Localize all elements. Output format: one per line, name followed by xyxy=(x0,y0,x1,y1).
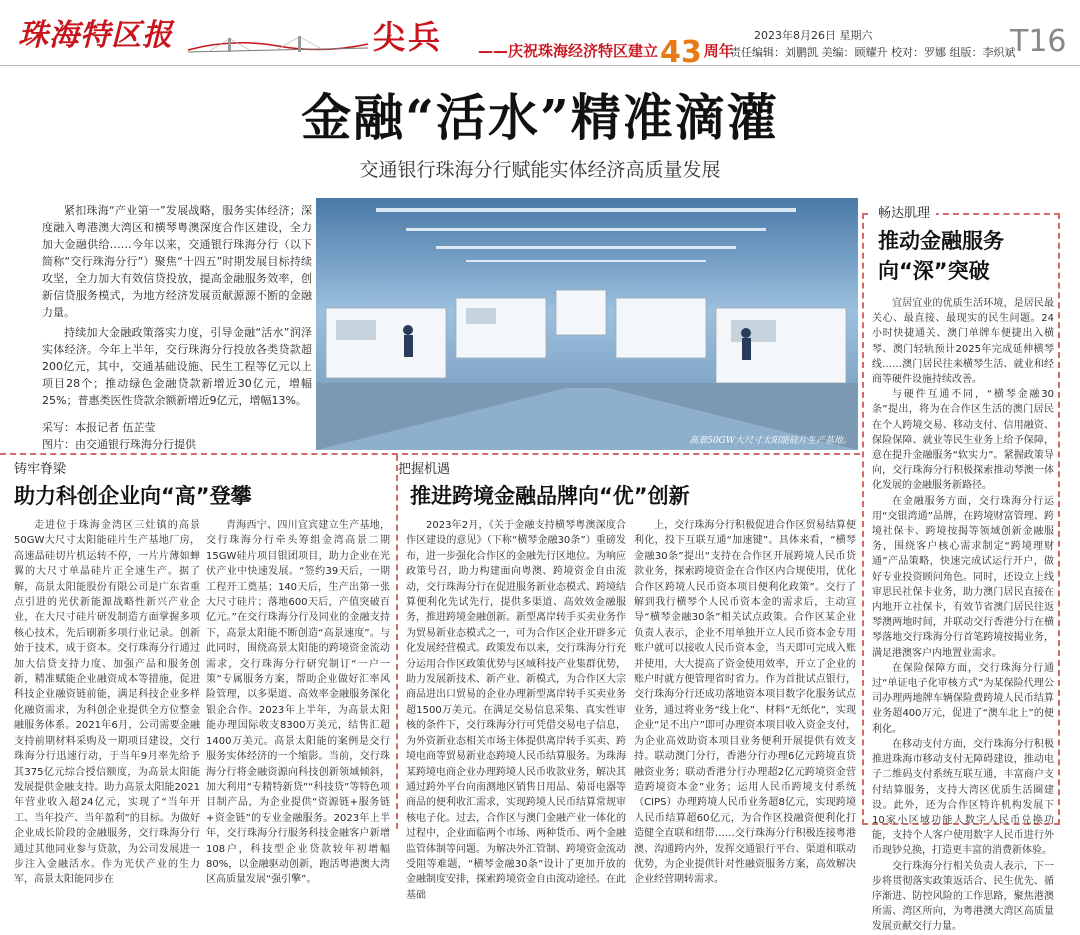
intro-article xyxy=(42,202,312,453)
main-headline: 金融“活水”精准滴灌 xyxy=(301,88,779,147)
section-banner-title: 尖兵 xyxy=(373,18,444,56)
article-text: 走进位于珠海金湾区三灶镇的高景50GW大尺寸太阳能硅片生产基地厂房，高速晶硅切片机运转不停，一片片薄如蝉翼的大尺寸单晶硅片正全速生产。据了解，高景太阳能股份有限公司是广东省重点引进的光伏新能源战略性新兴产业企业，在大尺寸硅片研发制造方面掌握多项核心技术，先后刷新多项行业记录。创新始于技术，成于资本。交行珠海分行通过加大信贷支持力度、加强产品和服务创新，精准赋能企业融资成本等措施，促进科技企业融资链前能，满足科技企业多样化融资需求，为科创企业提供全方位整金融服务体系。2021年6月，公司需要金融支持前期材料采购及一期项目建设，交行珠海分行迅速行动，于当年9月率先给予其375亿元综合授信额度，为高景太阳能发展提供金融支持。助力高景太阳能2021年营业收入超24亿元，实现了“当年开工、当年投产、当年盈利”的目标。为做好企业成长阶段的金融服务，交行珠海分行通过其他同业参与贷款，为公司发展进一步注入金融活水。作为光伏产业的生力军，高景太阳能同步在 xyxy=(14,520,200,886)
column-divider xyxy=(396,455,398,829)
left-article-column-1 xyxy=(14,518,200,888)
article-text: 2023年2月，《关于金融支持横琴粤澳深度合作区建设的意见》（下称“横琴金融30条”）重磅发布，进一步强化合作区的金融先行区地位。为响应政策号召，助力构建面向粤澳、跨境资金自由流动，交行珠海分行在促进服务新业态模式、跨境结算便利化先试先行，提供多渠道、高效效金融服务，推进跨境金融创新。新型离岸转手买卖业务作为贸易新业态模式之一，可为合作区企业开辟多元化发展经营模式。政策发布以来，交行珠海分行充分运用合作区政策优势与区域科技产业集群优势，助力发展新技术、新产业、新模式，为合作区大宗商品进出口贸易的企业办理新型离岸转手买卖业务超1500万美元。在满足交易信息采集、真实性审核的条件下，交行珠海分行可凭借交易电子信息，为外资新业态相关市场主体提供离岸转手买卖、跨境电商等贸易新业态跨境人民币结算服务。为珠海某跨境电商企业办理跨境人民币收款业务，解决其通过跨外平台向南测地区销售日用品、菊哥电器等商品的便利收汇需求，实现跨境人民币结算常规审核电子化。过去，合作区与澳门金融产业一体化的过程中，企业面临两个市场、两种货币、两个金融监管体制等问题。为解决外汇管制、跨境资金流动受阻等难题，“横琴金融30条”设计了更加开放的金融制度安排，探索跨境资金自由流动途径。在此基础 xyxy=(406,520,626,901)
sidebar-paragraph: 在保险保障方面，交行珠海分行通过“单证电子化审核方式”为某保险代理公司办理两地牌车辆保险费跨境人民币结算业务超400万元，促进了“澳车北上”的便利化。 xyxy=(872,662,1054,735)
newspaper-logo: 珠海特区报 xyxy=(18,18,173,53)
anniversary-suffix: 周年 xyxy=(703,42,734,60)
sidebar-title: 推动金融服务向“深”突破 xyxy=(878,229,1004,283)
sidebar-paragraph: 在移动支付方面，交行珠海分行积极推进珠海市移动支付无障碍建设，推动电子二维码支付系统互联互通，丰富商户支付结算服务，支持大湾区优质生活圈建设。此外，还为合作区特许机构发展下10家小区域功能人数字人民币兑换功能，支持个人客户使用数字人民币进行外币现钞兑换，打造更丰富的消费新体验。 xyxy=(872,738,1054,857)
left-section-title: 助力科创企业向“高”登攀 xyxy=(14,484,252,508)
article-text: 上，交行珠海分行积极促进合作区贸易结算便利化，投下互联互通“加速键”。具体来看，“横琴金融30条”提出“支持在合作区开展跨境人民币贷款业务，探索跨境资金在合作区内合规使用，优化合作区跨境人民币资本项目便利化政策”。交行了解到我行横琴个人民币资本金的需求后，主动宣导“横琴金融30条”相关试点政策。合作区某企业负责人表示，企业不用单独开立人民币资本金专用账户就可以接收人民币资本金，当天即可完成入账并使用，大大提高了资金使用效率，开立了企业的账户时就方便管理省时省力。作为首批试点银行，交行珠海分行还成功落地资本项目数字化服务试点业务，通过将业务“线上化”、材料“无纸化”，实现企业“足不出户”即可办理资本项目收入资金支付，为企业高效助资本项目业务便利开展提供有效支持。联动澳门分行，香港分行办理6亿元跨境直贷融资业务；联动香港分行办理超2亿元跨境资金营造跨境资本金”业务；运用人民币跨境支付系统（CIPS）办理跨境人民币业务超8亿元，实现跨境人民币结算超60亿元，为合作区投融资便利化打造健全直联和纽带……交行珠海分行积极连接粤港澳、沟通跨内外，发挥交通银行平台、渠道和联动优势，为企业提供针对性融资服务方案，高效解决企业经营期转需求。 xyxy=(634,520,856,886)
sidebar-paragraph: 交行珠海分行相关负责人表示，下一步将贯彻落实政策返话合、民生优先、循序渐进、防控风险的工作思路，聚焦港澳所需、湾区所向，为粤港澳大湾区高质量发展贡献交行力量。 xyxy=(872,860,1054,933)
sidebar-article-body xyxy=(872,296,1054,935)
issue-date: 2023年8月26日 星期六 xyxy=(754,29,873,42)
sidebar-paragraph: 与硬件互通不同，“横琴金融30条”提出，将为在合作区生活的澳门居民在个人跨境交易、移动支付、信用融资、保险保障、就业等民生业务上给予保障，意在提升金融服务“软实力”。紧握政策导向，交行珠海分行积极探索推动琴澳一体化发展的金融服务新路径。 xyxy=(872,389,1054,492)
editor-credits: 责任编辑：刘鹏凯 美编：顾耀升 校对：罗娜 组版：李炽斌 xyxy=(730,46,1016,59)
mid-article-column-1 xyxy=(406,518,626,903)
mid-section-title: 推进跨境金融品牌向“优”创新 xyxy=(410,484,690,508)
factory-floor-image xyxy=(316,198,858,450)
sidebar-paragraph: 宜居宜业的优质生活环境，是居民最关心、最直接、最现实的民生问题。24小时快捷通关、澳门单牌车便捷出入横琴、澳门轻轨预计2025年完成延伸横琴线……澳门居民往来横琴生活、就业和经商等硬件设施持续改善。 xyxy=(872,298,1054,386)
bridge-illustration-icon xyxy=(188,34,368,54)
photo-credit: 图片：由交通银行珠海分行提供 xyxy=(42,438,196,451)
mid-section-label: 把握机遇 xyxy=(398,462,451,477)
masthead xyxy=(0,0,1080,70)
factory-photo xyxy=(316,198,858,450)
intro-paragraph: 紧扣珠海“产业第一”发展战略，服务实体经济；深度融入粤港澳大湾区和横琴粤澳深度合作区建设，全力加大金融供给……今年以来，交通银行珠海分行（以下简称“交行珠海分行”）聚焦“十四五”时期发展目标持续攻坚，全力加大有效信贷投放，提高金融服务效率，创新信贷服务模式，为地方经济发展贡献源源不断的金融力量。 xyxy=(42,204,312,319)
left-section-label: 铸牢脊梁 xyxy=(14,462,67,477)
sidebar-section-label: 畅达肌理 xyxy=(872,202,936,221)
section-divider xyxy=(0,453,860,455)
mid-article-column-2 xyxy=(634,518,856,888)
anniversary-number: 43 xyxy=(660,35,702,70)
page-number: T16 xyxy=(1010,24,1067,59)
article-text: 青海西宁、四川宜宾建立生产基地，交行珠海分行牵头筹组金湾高景二期15GW硅片项目银团项目，助力企业在光伏产业中快速发展。“签约39天后，一期工程开工奠基；140天后，生产出第一张大尺寸硅片；落地600天后，产值突破百亿元。”在交行珠海分行及同业的金融支持下，高景太阳能不断创造“高景速度”。与此同时，围绕高景太阳能的跨境资金流动需求，交行珠海分行研究制订“一户一策”专属服务方案，帮助企业做好汇率风险管理，以多渠道、高效率金融服务深化银企合作。2023年上半年，为高景太阳能办理国际收支8300万美元，结售汇超1400万美元。高景太阳能的案例是交行服务实体经济的一个缩影。当前，交行珠海分行将金融资源向科技创新领域倾斜，加大利用“专精特新贷”“科技贷”等特色项目制产品，为企业提供“资源链+服务链+资金链”的专业金融服务。2023年上半年，交行珠海分行服务科技金融客户新增108户，科技型企业贷款较年初增幅80%，以金融驱动创新，跑活粤港澳大湾区高质量发展“强引擎”。 xyxy=(206,520,390,886)
anniversary-prefix: ——庆祝珠海经济特区建立 xyxy=(478,42,659,60)
intro-paragraph: 持续加大金融政策落实力度，引导金融“活水”润泽实体经济。今年上半年，交行珠海分行投放各类贷款超200亿元，其中，交通基础设施、民生工程等亿元以上项目28个；推动绿色金融贷款新增近30亿元，增幅25%；普惠类医性贷款余额新增近9亿元，增幅13%。 xyxy=(42,326,312,407)
anniversary-tagline xyxy=(478,35,734,70)
sidebar-paragraph: 在金融服务方面，交行珠海分行运用“交银湾通”品牌，在跨境财富管理、跨境社保卡、跨境按揭等领域创新金融服务，围绕客户核心需求制定“跨境理财通”产品策略，快速完成试运行开户，做好专业投资顾问角色。同时，还设立上线审思民社保卡业务，助力澳门居民直接在内地开立社保卡，有效节省澳门居民往返琴澳两地时间，并联动交行香港分行在横琴落地交行珠海分行首笔跨境按揭业务，满足港澳客户内地置业需求。 xyxy=(872,495,1054,659)
reporter-credit: 采写：本报记者 伍芷莹 xyxy=(42,421,156,434)
sub-headline: 交通银行珠海分行赋能实体经济高质量发展 xyxy=(359,159,721,181)
left-article-column-2 xyxy=(206,518,390,888)
photo-caption: 高景50GW大尺寸太阳能硅片生产基地。 xyxy=(689,436,852,446)
